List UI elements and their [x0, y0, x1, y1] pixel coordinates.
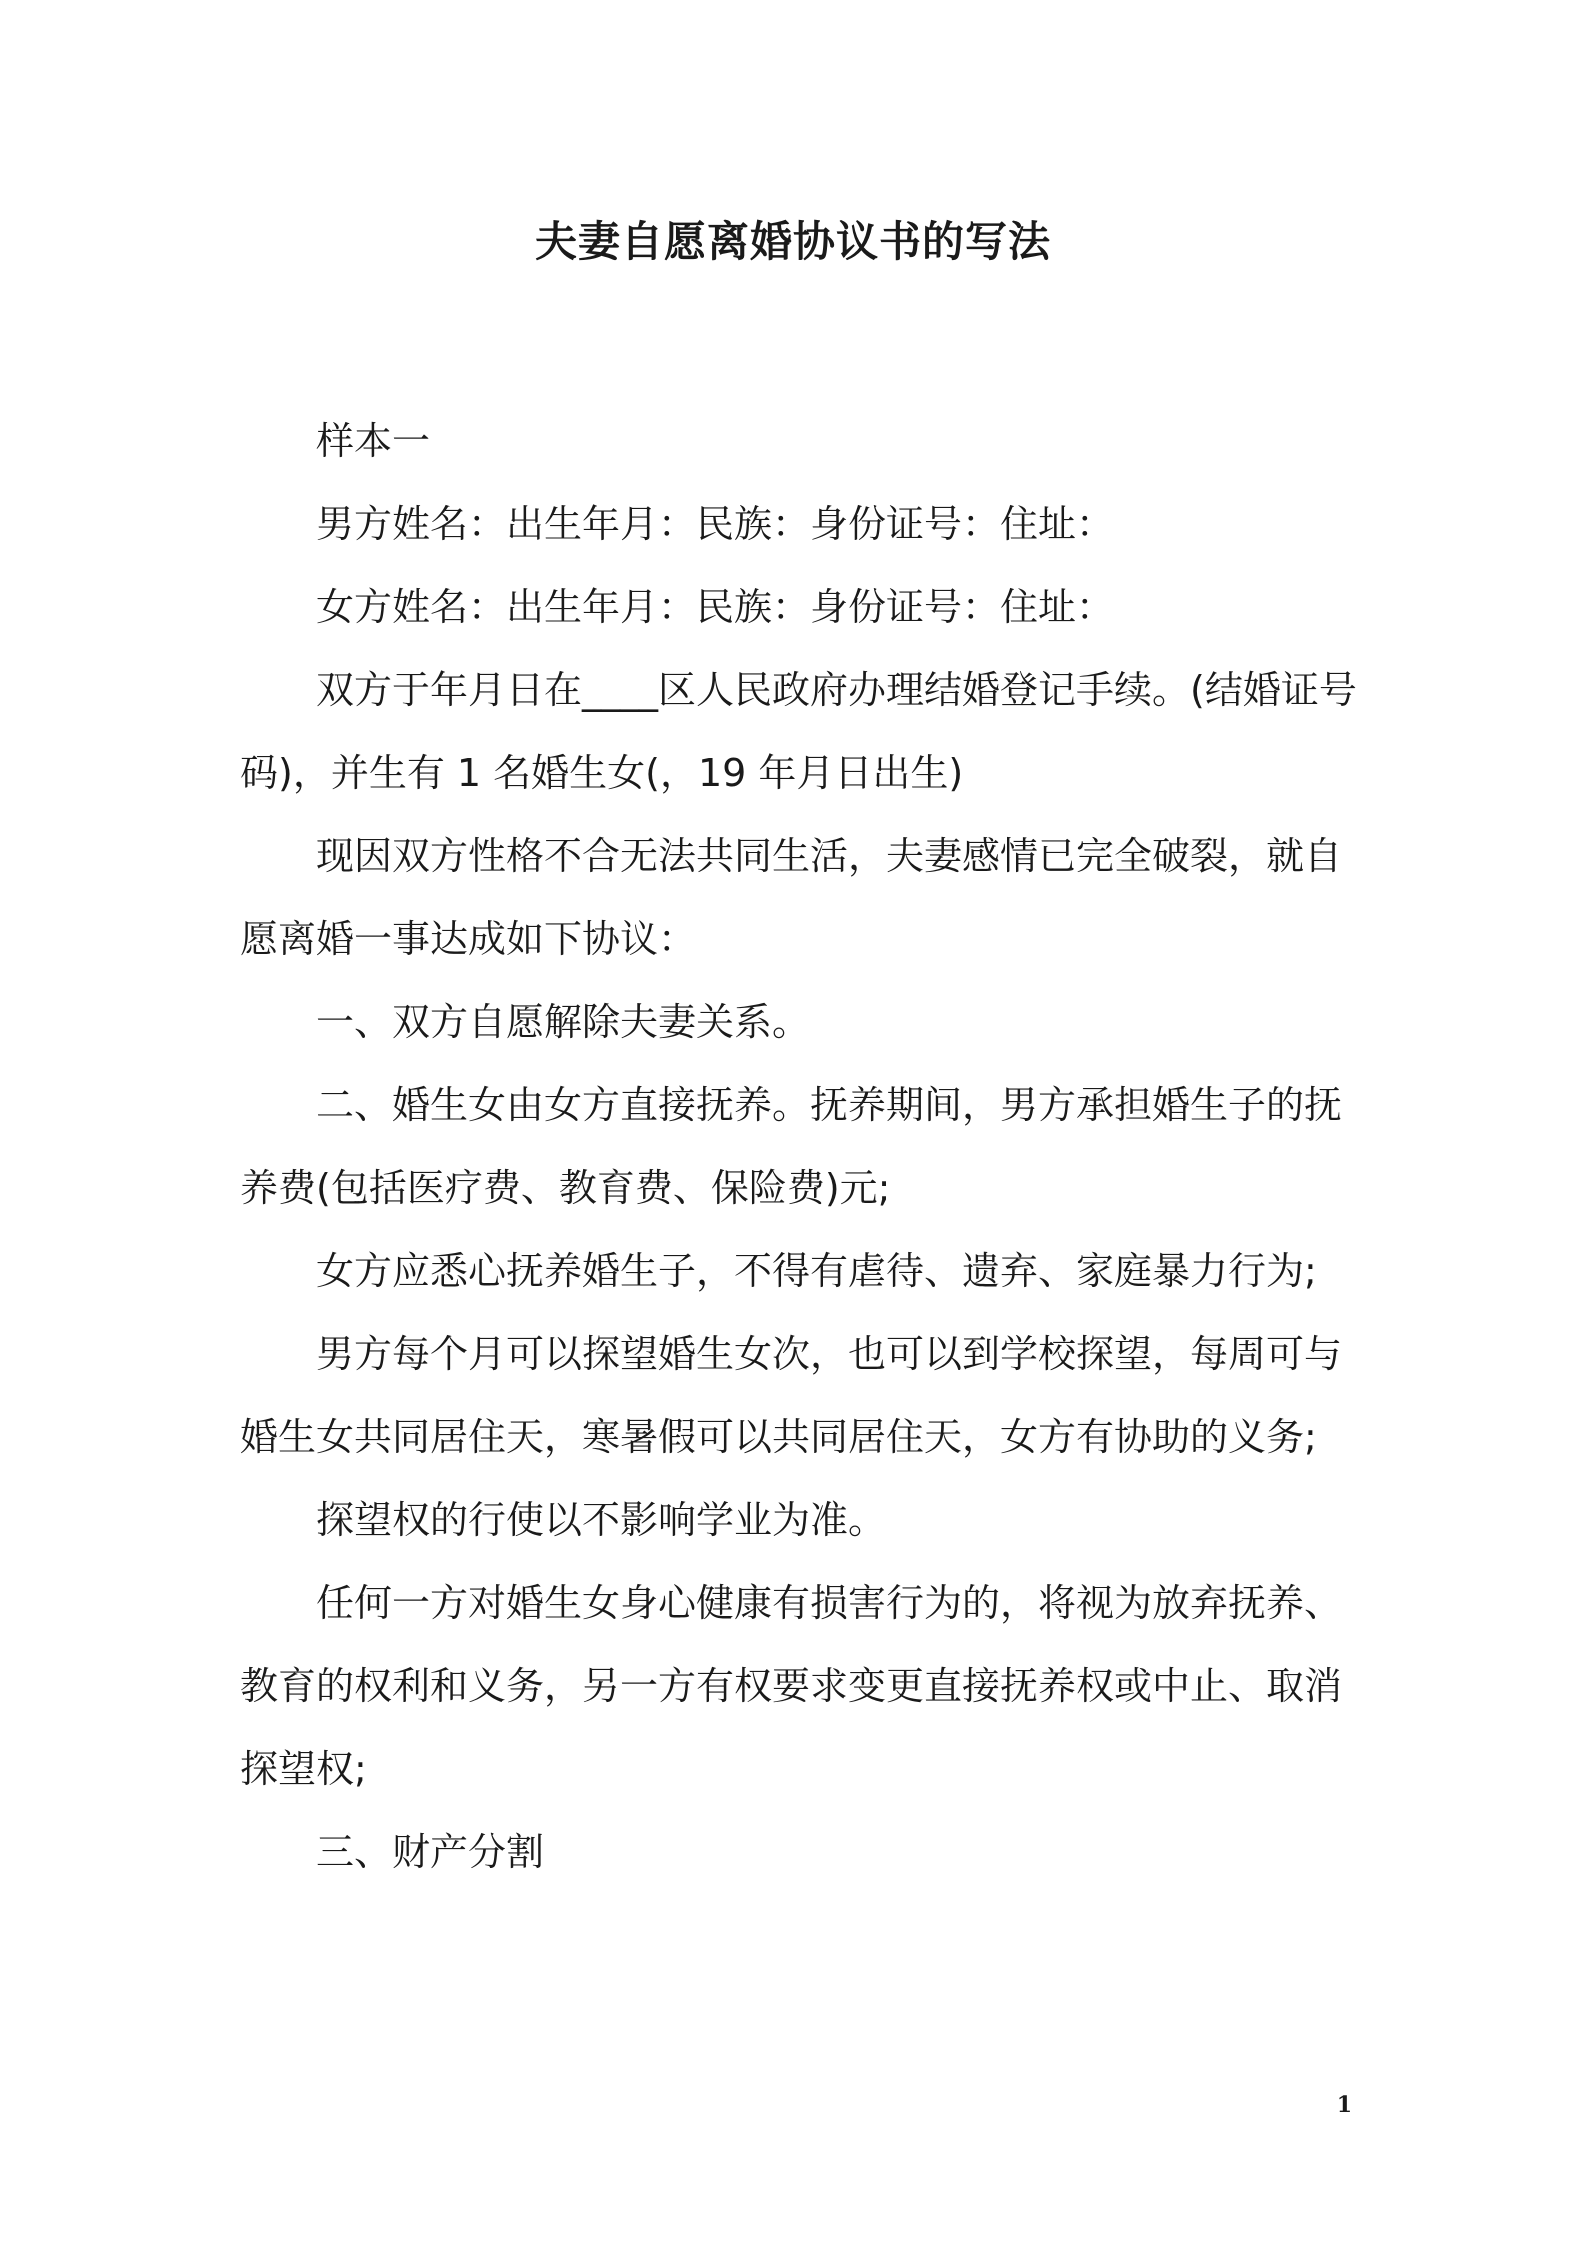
paragraph-visitation: 男方每个月可以探望婚生女次，也可以到学校探望，每周可与婚生女共同居住天，寒暑假可以共同居住天，女方有协助的义务;: [240, 1332, 1343, 1459]
paragraph-male-info: 男方姓名：出生年月：民族：身份证号：住址：: [316, 502, 1115, 546]
paragraph-sample-label: 样本一: [316, 419, 431, 463]
document-title: 夫妻自愿离婚协议书的写法: [534, 217, 1051, 266]
paragraph-clause-1: 一、双方自愿解除夫妻关系。: [316, 1000, 811, 1044]
page-number: 1: [1336, 2092, 1352, 2118]
paragraph-harm-clause: 任何一方对婚生女身心健康有损害行为的，将视为放弃抚养、教育的权利和义务，另一方有权要求变更直接抚养权或中止、取消探望权;: [240, 1581, 1343, 1791]
paragraph-clause-2: 二、婚生女由女方直接抚养。抚养期间，男方承担婚生子的抚养费(包括医疗费、教育费、保险费)元;: [240, 1083, 1343, 1210]
document-body: [240, 400, 1360, 1894]
paragraph-reason: 现因双方性格不合无法共同生活，夫妻感情已完全破裂，就自愿离婚一事达成如下协议：: [240, 834, 1343, 961]
paragraph-marriage-registration: 双方于年月日在____区人民政府办理结婚登记手续。(结婚证号码)，并生有 1 名婚生女(，19 年月日出生): [240, 668, 1357, 795]
paragraph-visitation-limit: 探望权的行使以不影响学业为准。: [316, 1498, 887, 1542]
paragraph-female-info: 女方姓名：出生年月：民族：身份证号：住址：: [316, 585, 1115, 629]
paragraph-clause-3: 三、财产分割: [316, 1830, 545, 1874]
paragraph-female-duty: 女方应悉心抚养婚生子，不得有虐待、遗弃、家庭暴力行为;: [316, 1249, 1317, 1293]
